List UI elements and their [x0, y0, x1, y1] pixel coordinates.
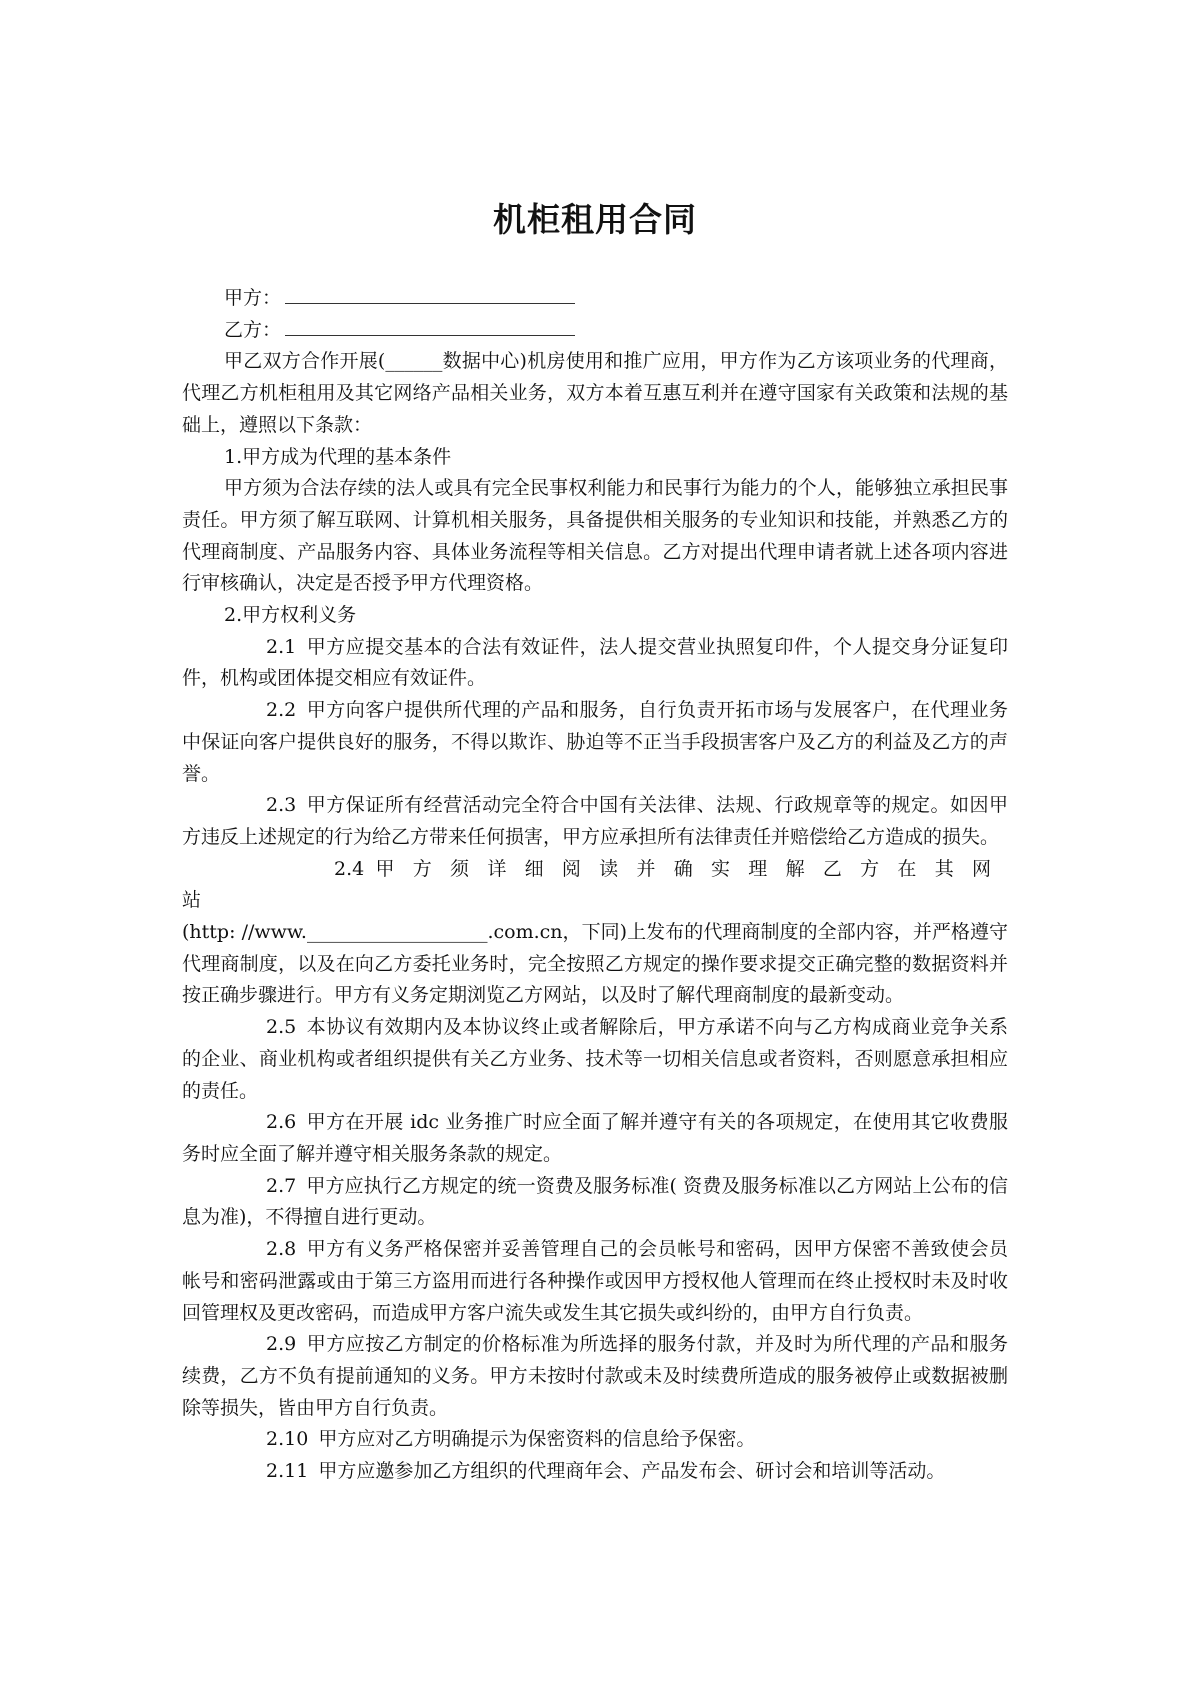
party-a-line	[182, 283, 1008, 315]
clause-2-4-first-line	[182, 854, 1008, 917]
clause-number: 2.7	[266, 1174, 297, 1197]
clause-number: 2.10	[266, 1428, 309, 1451]
clause-text: 甲方应执行乙方规定的统一资费及服务标准( 资费及服务标准以乙方网站上公布的信息为准)，不得擅自进行更动。	[182, 1174, 1008, 1229]
section-1-body: 甲方须为合法存续的法人或具有完全民事权利能力和民事行为能力的个人，能够独立承担民事责任。甲方须了解互联网、计算机相关服务，具备提供相关服务的专业知识和技能，并熟悉乙方的代理商制度、产品服务内容、具体业务流程等相关信息。乙方对提出代理申请者就上述各项内容进行审核确认，决定是否授予甲方代理资格。	[182, 477, 1008, 595]
clause-2-1	[182, 632, 1008, 695]
clause-text: 甲方应按乙方制定的价格标准为所选择的服务付款，并及时为所代理的产品和服务续费，乙方不负有提前通知的义务。甲方未按时付款或未及时续费所造成的服务被停止或数据被删除等损失，皆由甲方自行负责。	[182, 1333, 1008, 1419]
clause-text: 甲方向客户提供所代理的产品和服务，自行负责开拓市场与发展客户，在代理业务中保证向客户提供良好的服务，不得以欺诈、胁迫等不正当手段损害客户及乙方的利益及乙方的声誉。	[182, 699, 1008, 785]
section-2-heading: 2.甲方权利义务	[224, 604, 357, 627]
clause-2-4-continuation: (http: //www.___________________.com.cn，下同)上发布的代理商制度的全部内容，并严格遵守代理商制度，以及在向乙方委托业务时，完全按照乙方规定的操作要求提交正确完整的数据资料并按正确步骤进行。甲方有义务定期浏览乙方网站，以及时了解代理商制度的最新变动。	[182, 921, 1008, 1007]
clause-number: 2.3	[266, 794, 297, 817]
clause-2-10	[182, 1424, 1008, 1456]
clause-text: 甲方应对乙方明确提示为保密资料的信息给予保密。	[318, 1428, 756, 1451]
party-b-label: 乙方：	[224, 318, 282, 341]
section-1-heading: 1.甲方成为代理的基本条件	[224, 445, 452, 468]
clause-2-8	[182, 1234, 1008, 1329]
clause-2-7	[182, 1171, 1008, 1234]
clause-number: 2.5	[266, 1016, 297, 1039]
party-a-label: 甲方：	[224, 287, 282, 309]
clause-2-5	[182, 1012, 1008, 1107]
clause-text: 甲方有义务严格保密并妥善管理自己的会员帐号和密码，因甲方保密不善致使会员帐号和密码泄露或由于第三方盗用而进行各种操作或因甲方授权他人管理而在终止授权时未及时收回管理权及更改密码，而造成甲方客户流失或发生其它损失或纠纷的，由甲方自行负责。	[182, 1238, 1008, 1324]
clause-number: 2.2	[266, 699, 297, 722]
clause-text: 本协议有效期内及本协议终止或者解除后，甲方承诺不向与乙方构成商业竞争关系的企业、商业机构或者组织提供有关乙方业务、技术等一切相关信息或者资料，否则愿意承担相应的责任。	[182, 1016, 1008, 1102]
clause-number: 2.9	[266, 1333, 297, 1356]
party-a-blank	[285, 287, 575, 304]
clause-number: 2.11	[266, 1460, 309, 1483]
clause-number: 2.6	[266, 1111, 297, 1134]
clause-text: 甲方保证所有经营活动完全符合中国有关法律、法规、行政规章等的规定。如因甲方违反上述规定的行为给乙方带来任何损害，甲方应承担所有法律责任并赔偿给乙方造成的损失。	[182, 794, 1008, 848]
clause-text: 甲方须详细阅读并确实理解乙方在其网站	[182, 857, 1008, 912]
clause-text: 甲方应提交基本的合法有效证件，法人提交营业执照复印件，个人提交身分证复印件，机构或团体提交相应有效证件。	[182, 635, 1008, 690]
clause-2-9	[182, 1329, 1008, 1424]
clause-number: 2.4	[334, 857, 365, 880]
party-b-line	[182, 315, 1008, 347]
intro-paragraph: 甲乙双方合作开展(______数据中心)机房使用和推广应用，甲方作为乙方该项业务的代理商，代理乙方机柜租用及其它网络产品相关业务，双方本着互惠互利并在遵守国家有关政策和法规的基础上，遵照以下条款：	[182, 350, 1008, 436]
document-body	[182, 283, 1008, 1488]
clause-text: 甲方在开展 idc 业务推广时应全面了解并遵守有关的各项规定，在使用其它收费服务时应全面了解并遵守相关服务条款的规定。	[182, 1111, 1008, 1165]
clause-2-11	[182, 1456, 1008, 1488]
clause-2-6	[182, 1107, 1008, 1170]
clause-number: 2.8	[266, 1238, 297, 1261]
clause-text: 甲方应邀参加乙方组织的代理商年会、产品发布会、研讨会和培训等活动。	[318, 1460, 946, 1483]
clause-2-3	[182, 790, 1008, 853]
clause-number: 2.1	[266, 635, 297, 658]
party-b-blank	[285, 319, 575, 336]
document-title: 机柜租用合同	[493, 200, 697, 239]
clause-2-2	[182, 695, 1008, 790]
